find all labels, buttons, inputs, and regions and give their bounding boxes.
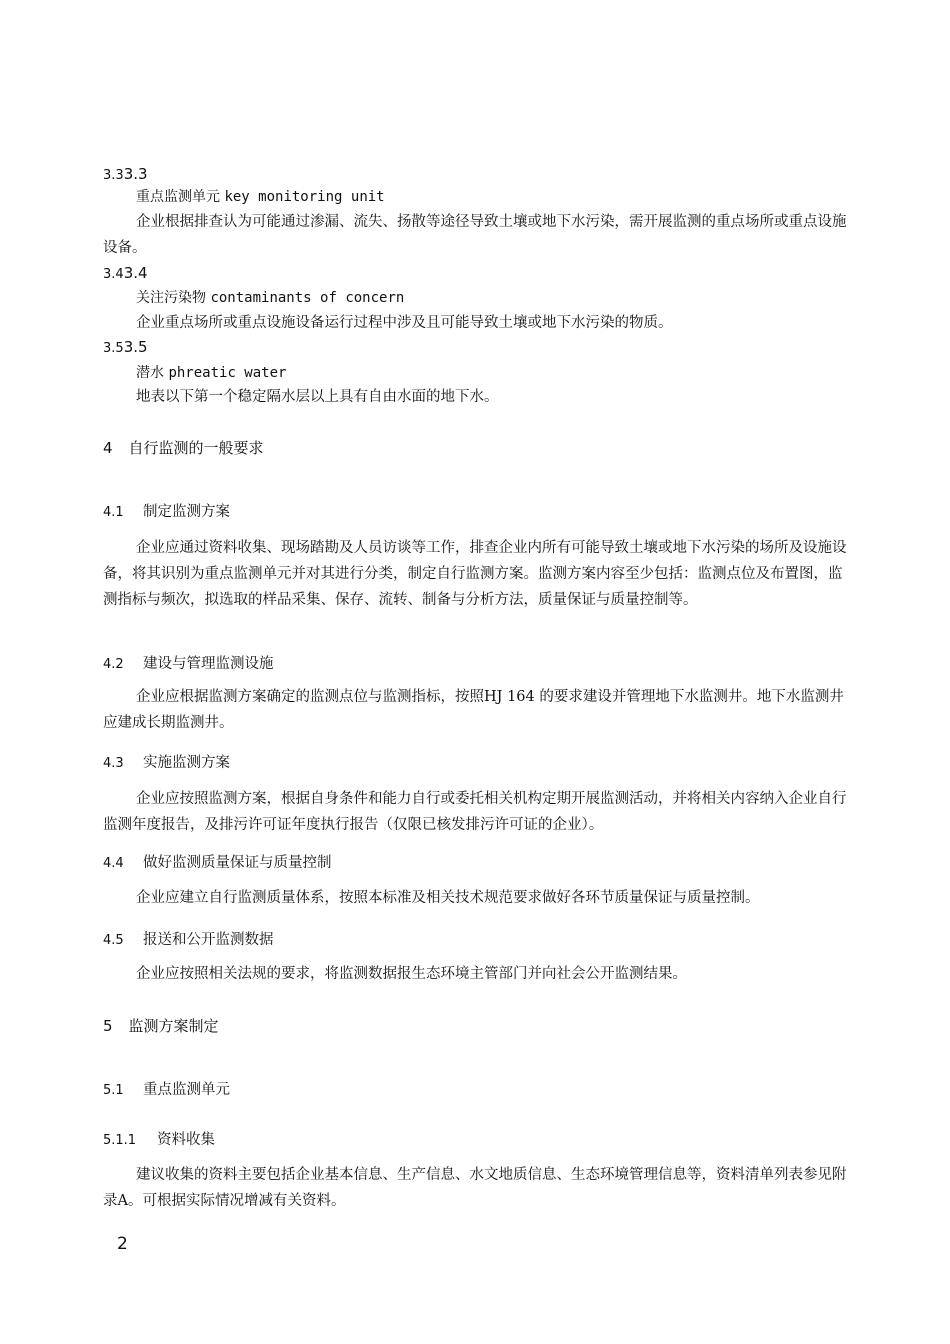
subsection-heading: 4.2 建设与管理监测设施 xyxy=(103,656,274,672)
page-number: 2 xyxy=(117,1234,128,1254)
term-title: 潜水 phreatic water xyxy=(136,365,287,381)
term-number: 3.53.5 xyxy=(103,338,148,356)
paragraph: 企业应通过资料收集、现场踏勘及人员访谈等工作，排查企业内所有可能导致土壤或地下水污染的场所及设施设备，将其识别为重点监测单元并对其进行分类，制定自行监测方案。监测方案内容至少包括：监测点位及布置图，监测指标与频次，拟选取的样品采集、保存、流转、制备与分析方法，质量保证与质量控制等。 xyxy=(103,540,847,608)
subsection-heading: 4.3 实施监测方案 xyxy=(103,755,230,771)
term-title: 重点监测单元 key monitoring unit xyxy=(136,189,385,205)
section-heading: 4 自行监测的一般要求 xyxy=(103,439,264,457)
paragraph: 建议收集的资料主要包括企业基本信息、生产信息、水文地质信息、生态环境管理信息等，资料清单列表参见附录A。可根据实际情况增减有关资料。 xyxy=(103,1167,847,1209)
paragraph: 企业应按照监测方案，根据自身条件和能力自行或委托相关机构定期开展监测活动，并将相关内容纳入企业自行监测年度报告，及排污许可证年度执行报告（仅限已核发排污许可证的企业）。 xyxy=(103,791,847,833)
subsection-heading: 4.1 制定监测方案 xyxy=(103,504,230,520)
term-definition: 企业重点场所或重点设施设备运行过程中涉及且可能导致土壤或地下水污染的物质。 xyxy=(136,315,673,331)
paragraph: 企业应按照相关法规的要求，将监测数据报生态环境主管部门并向社会公开监测结果。 xyxy=(136,966,687,982)
term-definition: 地表以下第一个稳定隔水层以上具有自由水面的地下水。 xyxy=(136,389,499,405)
subsection-heading: 4.4 做好监测质量保证与质量控制 xyxy=(103,855,332,871)
term-number: 3.43.4 xyxy=(103,264,148,282)
term-number: 3.33.3 xyxy=(103,165,148,183)
term-definition: 企业根据排查认为可能通过渗漏、流失、扬散等途径导致土壤或地下水污染，需开展监测的重点场所或重点设施设备。 xyxy=(103,214,847,256)
section-heading: 5 监测方案制定 xyxy=(103,1017,219,1035)
subsection-heading: 5.1.1 资料收集 xyxy=(103,1132,215,1148)
subsection-heading: 4.5 报送和公开监测数据 xyxy=(103,932,274,948)
term-title: 关注污染物 contaminants of concern xyxy=(136,290,405,306)
paragraph: 企业应建立自行监测质量体系，按照本标准及相关技术规范要求做好各环节质量保证与质量控制。 xyxy=(136,890,760,906)
paragraph: 企业应根据监测方案确定的监测点位与监测指标，按照HJ 164 的要求建设并管理地下水监测井。地下水监测井应建成长期监测井。 xyxy=(103,689,844,731)
subsection-heading: 5.1 重点监测单元 xyxy=(103,1082,230,1098)
